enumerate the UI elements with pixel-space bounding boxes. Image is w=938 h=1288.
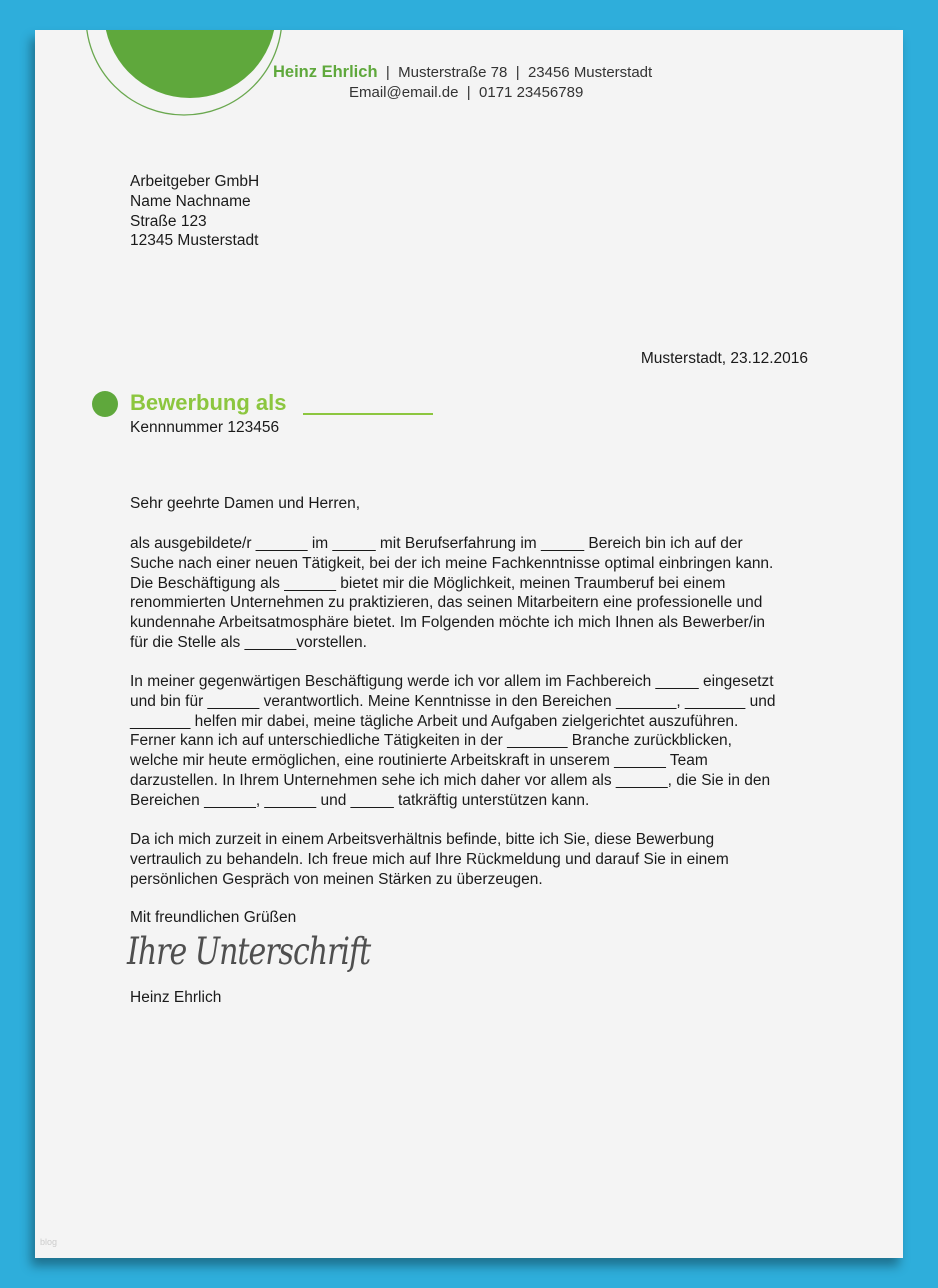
text-line: In meiner gegenwärtigen Beschäftigung werde ich vor allem im Fachbereich _____ eingesetzt	[130, 673, 774, 690]
text-line: Suche nach einer neuen Tätigkeit, bei der ich meine Fachkenntnisse optimal einbringen kann.	[130, 554, 774, 572]
reference-number: Kennnummer 123456	[130, 419, 280, 436]
letter-page	[35, 30, 903, 1258]
recipient-line: 12345 Musterstadt	[130, 232, 259, 250]
sender-street: Musterstraße 78	[398, 64, 508, 81]
sender-email: Email@email.de	[349, 84, 459, 101]
signer-name: Heinz Ehrlich	[130, 989, 222, 1006]
separator: |	[466, 84, 471, 101]
text-line: renommierten Unternehmen zu praktizieren, das seinen Mitarbeitern eine professionelle und	[130, 594, 763, 612]
sender-city: 23456 Musterstadt	[527, 64, 653, 81]
text-line: für die Stelle als ______vorstellen.	[130, 633, 367, 651]
separator: |	[385, 64, 390, 81]
sender-line-2	[349, 84, 583, 101]
paragraph-1	[130, 534, 773, 653]
text-line: darzustellen. In Ihrem Unternehmen sehe ich mich daher vor allem als ______, die Sie in den	[130, 771, 771, 789]
recipient-line: Arbeitgeber GmbH	[130, 173, 260, 190]
text-line: welche mir heute ermöglichen, eine routinierte Arbeitskraft in unserem ______ Team	[130, 752, 708, 770]
text-line: persönlichen Gespräch von meinen Stärken zu überzeugen.	[130, 870, 543, 888]
sender-phone: 0171 23456789	[479, 84, 584, 101]
paragraph-3	[130, 830, 729, 889]
sender-line-1	[273, 63, 652, 82]
text-line: und bin für ______ verantwortlich. Meine Kenntnisse in den Bereichen _______, _______ und	[130, 692, 776, 710]
text-line: _______ helfen mir dabei, meine tägliche Arbeit und Aufgaben zielgerichtet auszuführen.	[130, 712, 739, 730]
recipient-line: Name Nachname	[130, 192, 251, 210]
closing: Mit freundlichen Grüßen	[130, 909, 297, 926]
text-line: Ferner kann ich auf unterschiedliche Tätigkeiten in der _______ Branche zurückblicken,	[130, 732, 732, 750]
text-line: Bereichen ______, ______ und _____ tatkräftig unterstützen kann.	[130, 791, 590, 809]
sender-name: Heinz Ehrlich	[273, 63, 378, 81]
title-blank-line	[303, 413, 433, 415]
handwritten-signature: Ihre Unterschrift	[127, 930, 371, 974]
title-bullet-icon	[92, 391, 118, 417]
text-line: Die Beschäftigung als ______ bietet mir die Möglichkeit, meinen Traumberuf bei einem	[130, 574, 726, 592]
salutation: Sehr geehrte Damen und Herren,	[130, 495, 361, 512]
subject-title: Bewerbung als	[130, 390, 287, 415]
paragraph-2	[130, 672, 775, 811]
letter-date: Musterstadt, 23.12.2016	[640, 350, 808, 367]
text-line: vertraulich zu behandeln. Ich freue mich auf Ihre Rückmeldung und darauf Sie in einem	[130, 850, 729, 868]
text-line: kundennahe Arbeitsatmosphäre bietet. Im Folgenden möchte ich mich Ihnen als Bewerber/in	[130, 614, 766, 632]
text-line: als ausgebildete/r ______ im _____ mit Berufserfahrung im _____ Bereich bin ich auf der	[130, 535, 743, 552]
recipient-address	[130, 172, 259, 251]
separator: |	[515, 64, 520, 81]
text-line: Da ich mich zurzeit in einem Arbeitsverhältnis befinde, bitte ich Sie, diese Bewerbung	[130, 831, 715, 848]
watermark: blog	[40, 1237, 58, 1247]
recipient-line: Straße 123	[130, 212, 207, 230]
